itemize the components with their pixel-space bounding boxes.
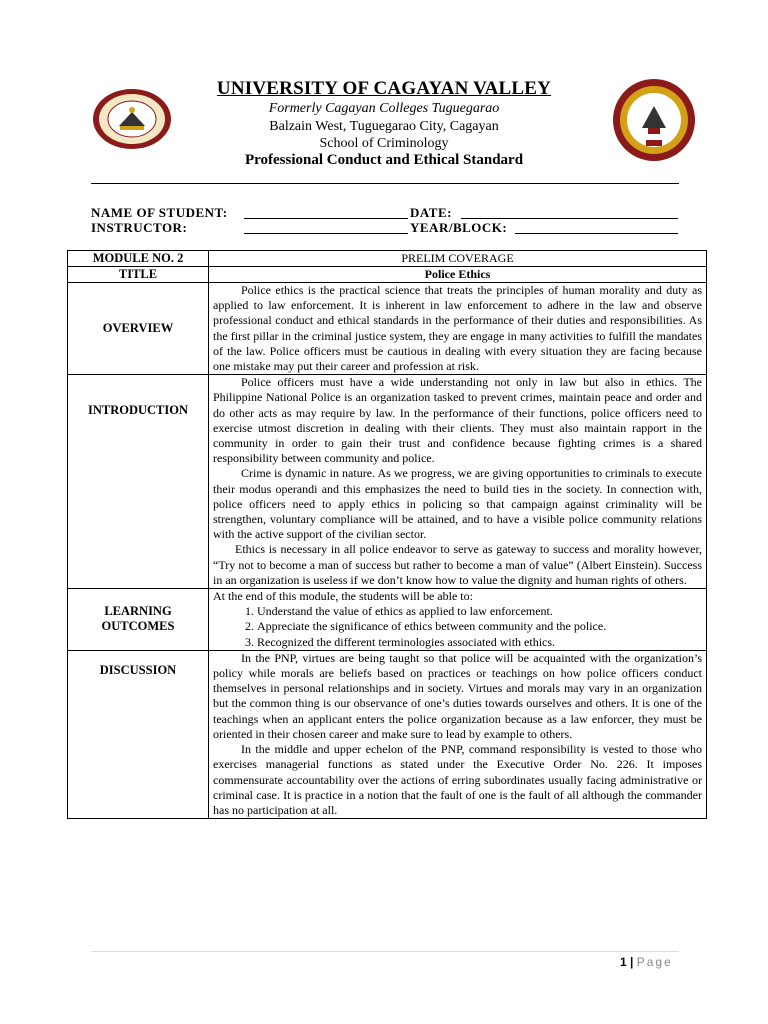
course-title: Professional Conduct and Ethical Standard (244, 152, 524, 168)
table-row (68, 283, 707, 375)
footer-divider (91, 951, 679, 952)
student-name-line[interactable] (244, 218, 408, 219)
title-label: TITLE (68, 267, 209, 283)
page-separator: | (630, 955, 634, 969)
overview-label: OVERVIEW (68, 283, 209, 375)
former-name: Formerly Cagayan Colleges Tuguegarao (268, 101, 500, 116)
year-block-line[interactable] (515, 233, 678, 234)
year-block-label: YEAR/BLOCK: (410, 220, 508, 235)
introduction-paragraph: Crime is dynamic in nature. As we progress, we are giving opportunities to criminals to execute their modus operandi and this emphasizes the need to build ties in the society. In connection with, police officers need to apply ethics in policing so that campaign against criminality will be strengthen, voluntary compliance will be attained, and to have a visible police community relations with the active support of the civilian sector. (213, 466, 702, 542)
introduction-paragraph: Ethics is necessary in all police endeavor to serve as gateway to success and morality however, “Try not to become a man of success but rather to become a man of value” (Albert Einstein). Success in an organization is useless if we don’t know how to value the dignity and human rights of others. (213, 542, 702, 587)
page-word: Page (636, 955, 673, 969)
outcomes-label-line: OUTCOMES (101, 619, 175, 634)
instructor-line[interactable] (244, 233, 408, 234)
introduction-paragraph: Police officers must have a wide understanding not only in law but also in ethics. The Philippine National Police is an organization tasked to prevent crimes, maintain peace and order and do other acts as may require by law. In the performance of their functions, police officers need to exercise utmost discretion in dealing with their clients. They must also maintain rapport in the community in order to gain their trust and confidence because fighting crimes is a shared responsibility between community and police. (213, 375, 702, 466)
page-number-value: 1 (620, 955, 627, 969)
table-row (68, 589, 707, 651)
coverage-cell: PRELIM COVERAGE (209, 251, 707, 267)
discussion-paragraph: In the middle and upper echelon of the PNP, command responsibility is vested to those who exercises managerial functions as stated under the Executive Order No. 226. It imposes commensurate accountability over the actions of erring subordinates usually facing administrative or criminal case. It is practice in a notion that the fault of one is the fault of all although the commander has no participation at all. (213, 742, 702, 817)
instructor-label: INSTRUCTOR: (91, 220, 188, 235)
table-row (68, 267, 707, 283)
date-label: DATE: (410, 205, 452, 220)
outcomes-cell (209, 589, 707, 651)
table-row (68, 650, 707, 818)
page-number (620, 955, 673, 969)
overview-text: Police ethics is the practical science that treats the principles of human morality and duty as applied to law enforcement. It is inherent in law enforcement to adhere in the law and observe professional conduct and ethical standards in the performance of their duties and responsibilities. As the first pillar in the criminal justice system, they are engage in many activities to fulfill the mandates of the law. Police officers must be cautious in dealing with every situation they are facing because one mistake may put their career and profession at risk. (213, 283, 702, 374)
list-item: 3. Recognized the different terminologies associated with ethics. (257, 635, 702, 650)
discussion-label: DISCUSSION (68, 650, 209, 818)
module-number: MODULE NO. 2 (68, 251, 209, 267)
school-name: School of Criminology (319, 136, 449, 151)
introduction-label: INTRODUCTION (68, 375, 209, 589)
introduction-cell (209, 375, 707, 589)
title-value: Police Ethics (209, 267, 707, 283)
list-item: 2. Appreciate the significance of ethics between community and the police. (257, 619, 702, 634)
outcomes-list (213, 604, 702, 650)
list-item: 1. Understand the value of ethics as applied to law enforcement. (257, 604, 702, 619)
outcomes-label-line: LEARNING (104, 604, 172, 619)
outcomes-intro: At the end of this module, the students will be able to: (213, 589, 473, 604)
student-name-label: NAME OF STUDENT: (91, 205, 228, 220)
address: Balzain West, Tuguegarao City, Cagayan (269, 119, 499, 134)
header-divider (91, 183, 679, 184)
overview-cell (209, 283, 707, 375)
discussion-paragraph: In the PNP, virtues are being taught so that police will be acquainted with the organization’s policy while morals are beliefs based on practices or teachings on how police officers conduct themselves in personal relationships and in society. Virtues and morals may vary in an organization but the common thing is our observance of one’s duties towards ourselves and others. It is one of the teachings when an applicant enters the police organization because as a law enforcer, they must be oriented in their chosen career and make sure to lead by example to others. (213, 650, 702, 741)
module-table (67, 250, 707, 819)
discussion-cell (209, 650, 707, 818)
table-row (68, 251, 707, 267)
university-name: UNIVERSITY OF CAGAYAN VALLEY (216, 78, 552, 99)
table-row (68, 375, 707, 589)
date-line[interactable] (461, 218, 678, 219)
learning-outcomes-label (68, 589, 209, 651)
